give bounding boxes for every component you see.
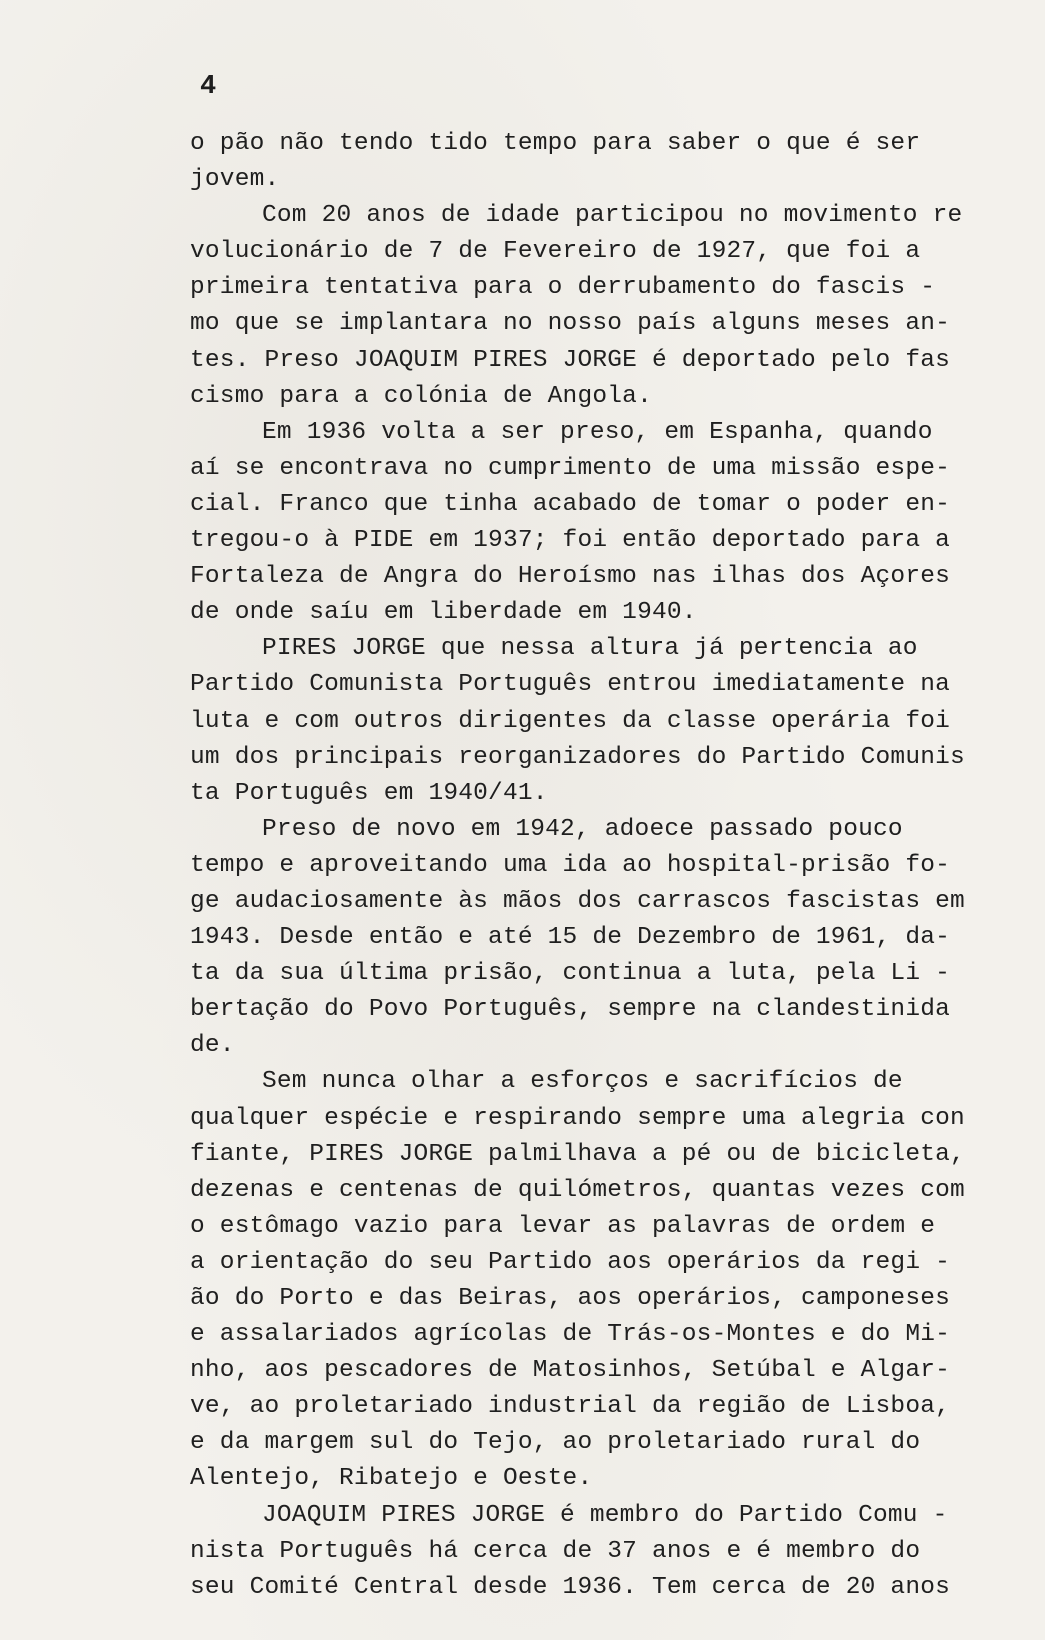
body-text: [190, 126, 990, 1606]
text-line: primeira tentativa para o derrubamento do fascis -: [190, 274, 936, 302]
text-line: e da margem sul do Tejo, ao proletariado rural do: [190, 1429, 921, 1457]
text-line: qualquer espécie e respirando sempre uma alegria con: [190, 1104, 965, 1132]
text-line: Preso de novo em 1942, adoece passado pouco: [262, 815, 903, 843]
text-line: tempo e aproveitando uma ida ao hospital-prisão fo-: [190, 851, 951, 879]
text-line: nista Português há cerca de 37 anos e é membro do: [190, 1537, 921, 1565]
text-line: cismo para a colónia de Angola.: [190, 382, 652, 410]
text-line: JOAQUIM PIRES JORGE é membro do Partido Comu -: [262, 1501, 948, 1529]
text-line: ve, ao proletariado industrial da região de Lisboa,: [190, 1393, 951, 1421]
text-line: ta Português em 1940/41.: [190, 779, 548, 807]
text-line: e assalariados agrícolas de Trás-os-Montes e do Mi-: [190, 1321, 951, 1349]
text-line: luta e com outros dirigentes da classe operária foi: [190, 707, 951, 735]
text-line: de.: [190, 1032, 235, 1060]
text-line: seu Comité Central desde 1936. Tem cerca de 20 anos: [190, 1573, 951, 1601]
text-line: fiante, PIRES JORGE palmilhava a pé ou de bicicleta,: [190, 1140, 965, 1168]
text-line: Com 20 anos de idade participou no movimento re: [262, 202, 963, 230]
text-line: Alentejo, Ribatejo e Oeste.: [190, 1465, 593, 1493]
text-line: dezenas e centenas de quilómetros, quantas vezes com: [190, 1176, 965, 1204]
text-line: de onde saíu em liberdade em 1940.: [190, 599, 697, 627]
text-line: cial. Franco que tinha acabado de tomar o poder en-: [190, 490, 951, 518]
text-line: jovem.: [190, 166, 280, 194]
text-line: ge audaciosamente às mãos dos carrascos fascistas em: [190, 887, 965, 915]
text-line: aí se encontrava no cumprimento de uma missão espe-: [190, 454, 951, 482]
text-line: volucionário de 7 de Fevereiro de 1927, que foi a: [190, 238, 921, 266]
text-line: Fortaleza de Angra do Heroísmo nas ilhas dos Açores: [190, 563, 951, 591]
text-line: mo que se implantara no nosso país alguns meses an-: [190, 310, 951, 338]
text-line: 1943. Desde então e até 15 de Dezembro de 1961, da-: [190, 924, 951, 952]
text-line: Em 1936 volta a ser preso, em Espanha, quando: [262, 418, 933, 446]
text-line: bertação do Povo Português, sempre na clandestinida: [190, 996, 951, 1024]
text-line: o estômago vazio para levar as palavras de ordem e: [190, 1212, 936, 1240]
text-line: o pão não tendo tido tempo para saber o que é ser: [190, 130, 921, 157]
text-line: Sem nunca olhar a esforços e sacrifícios de: [262, 1068, 903, 1096]
text-line: tes. Preso JOAQUIM PIRES JORGE é deportado pelo fas: [190, 346, 951, 374]
text-line: ão do Porto e das Beiras, aos operários, camponeses: [190, 1285, 951, 1312]
text-line: a orientação do seu Partido aos operários da regi -: [190, 1248, 951, 1276]
text-line: tregou-o à PIDE em 1937; foi então deportado para a: [190, 527, 951, 555]
text-line: ta da sua última prisão, continua a luta, pela Li -: [190, 960, 951, 988]
page-number: 4: [200, 72, 217, 102]
text-line: um dos principais reorganizadores do Partido Comunis: [190, 743, 965, 771]
text-line: Partido Comunista Português entrou imediatamente na: [190, 671, 951, 699]
text-line: PIRES JORGE que nessa altura já pertencia ao: [262, 635, 918, 663]
text-line: nho, aos pescadores de Matosinhos, Setúbal e Algar-: [190, 1357, 951, 1385]
